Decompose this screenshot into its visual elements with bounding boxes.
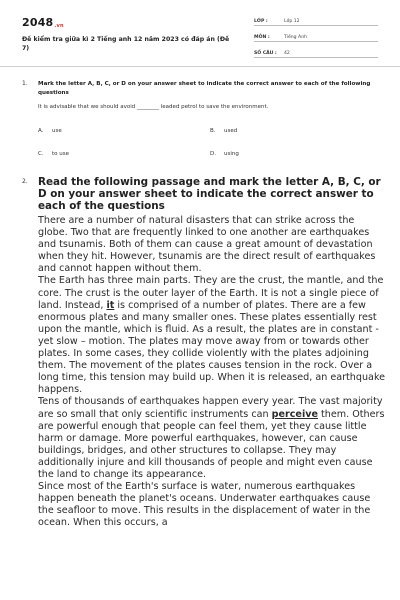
- meta-key: SỐ CÂU :: [254, 51, 277, 56]
- question-stem: It is advisable that we should avoid ________ leaded petrol to save the environment.: [38, 104, 269, 110]
- page-title: Đề kiểm tra giữa kì 2 Tiếng anh 12 năm 2023 có đáp án (Đề 7): [22, 36, 230, 52]
- header: [22, 14, 378, 60]
- underlined-word: perceive: [271, 408, 318, 420]
- exam-meta: [254, 17, 378, 65]
- question-number: 2.: [22, 178, 28, 185]
- meta-row-subject: [254, 33, 378, 42]
- meta-value: 42: [284, 51, 290, 56]
- site-logo[interactable]: [22, 16, 64, 29]
- option-a[interactable]: [38, 128, 62, 134]
- passage-text: Tens of thousands of earthquakes happen every year. The vast majority are so small that only scientific instruments can: [38, 396, 383, 420]
- passage-paragraph-3: [38, 396, 386, 481]
- meta-value: Lớp 12: [284, 19, 300, 24]
- passage-paragraph-1: There are a number of natural disasters that can strike across the globe. Two that are frequently linked to one another are earthquakes and tsunamis. Both of them can cause a great amount of devastation when they hit. However, tsunamis are the direct result of earthquakes and cannot happen without them.: [38, 215, 376, 275]
- meta-row-class: [254, 17, 378, 26]
- meta-key: MÔN :: [254, 35, 270, 40]
- question-prompt: Read the following passage and mark the letter A, B, C, or D on your answer sheet to indicate the correct answer to each of the questions: [38, 176, 381, 212]
- option-text: using: [224, 151, 239, 157]
- logo-suffix: .vn: [54, 23, 64, 29]
- passage-paragraph-4: Since most of the Earth's surface is water, numerous earthquakes happen beneath the planet's oceans. Underwater earthquakes cause the seafloor to move. This results in the displacement of water in the ocean. When this occurs, a: [38, 481, 371, 529]
- option-b[interactable]: [210, 128, 237, 134]
- option-c[interactable]: [38, 151, 69, 157]
- passage-text: is comprised of a number of plates. There are a few enormous plates and many smaller ones. These plates essentially rest upon the mantle, which is fluid. As a result, the plates are in constant - yet slow – motion. The plates may move away from or towards other plates. In some cases, they collide violently with the plates adjoining them. The movement of the plates causes tension in the rock. Over a long time, this tension may build up. When it is released, an earthquake happens.: [38, 299, 386, 396]
- meta-row-count: [254, 49, 378, 58]
- option-text: used: [224, 128, 238, 134]
- logo-main: 2048: [22, 16, 54, 29]
- question-number: 1.: [22, 80, 28, 87]
- passage-paragraph-2: [38, 275, 386, 396]
- option-text: use: [52, 128, 62, 134]
- option-letter: D.: [210, 151, 216, 157]
- meta-key: LỚP :: [254, 19, 268, 24]
- option-text: to use: [52, 151, 70, 157]
- question-prompt: Mark the letter A, B, C, or D on your answer sheet to indicate the correct answer to each of the following questions: [38, 81, 371, 96]
- option-letter: B.: [210, 128, 216, 134]
- header-divider: [0, 66, 400, 67]
- meta-value: Tiếng Anh: [284, 35, 308, 40]
- underlined-word: it: [106, 299, 115, 311]
- passage-text: The Earth has three main parts. They are the crust, the mantle, and the core. The crust is the outer layer of the Earth. It is not a single piece of land. Instead,: [38, 275, 384, 311]
- reading-passage: [38, 215, 386, 529]
- option-d[interactable]: [210, 151, 239, 157]
- option-letter: A.: [38, 128, 44, 134]
- passage-text: them. Others are powerful enough that people can feel them, yet they cause little harm or damage. More powerful earthquakes, however, can cause buildings, bridges, and other structures to collapse. They may additionally injure and kill thousands of people and might even cause the land to change its appearance.: [38, 408, 385, 480]
- option-letter: C.: [38, 151, 44, 157]
